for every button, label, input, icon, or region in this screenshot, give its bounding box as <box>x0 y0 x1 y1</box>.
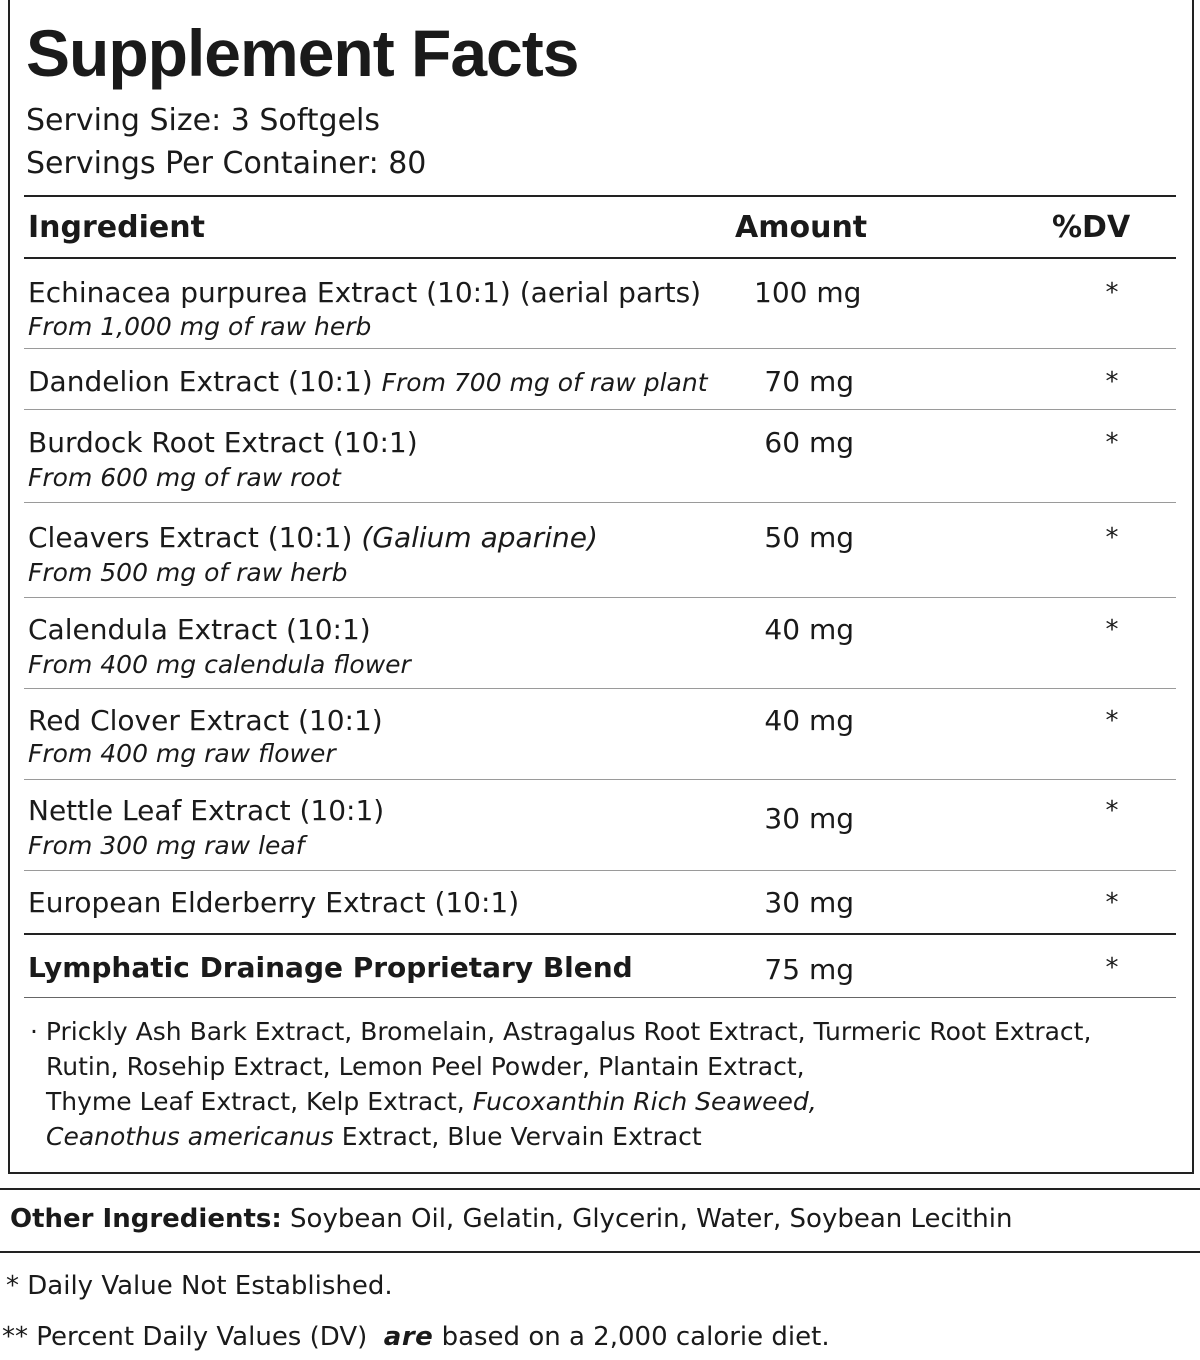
ingredient-name-line <box>28 363 708 402</box>
ingredient-amount: 40 mg <box>764 704 854 737</box>
ingredient-note: From 400 mg calendula flower <box>28 650 411 679</box>
ingredient-note: From 1,000 mg of raw herb <box>28 312 372 341</box>
header-dv: %DV <box>1052 210 1131 245</box>
footnote-percent-dv <box>2 1319 830 1355</box>
ingredient-scientific-name: (Galium aparine) <box>361 521 598 554</box>
ingredient-note: From 600 mg of raw root <box>28 463 341 492</box>
ingredient-name: Calendula Extract (10:1) <box>28 613 371 646</box>
ingredient-amount: 40 mg <box>764 613 854 646</box>
divider-other-top <box>0 1188 1200 1190</box>
footnote-pdv-are: are <box>383 1322 434 1352</box>
header-ingredient: Ingredient <box>28 210 205 245</box>
ingredient-name: Nettle Leaf Extract (10:1) <box>28 794 385 827</box>
blend-amount: 75 mg <box>764 953 854 986</box>
ingredient-amount: 100 mg <box>754 276 862 309</box>
blend-list-text: Blue Vervain Extract <box>447 1122 702 1151</box>
other-ingredients-label: Other Ingredients: <box>10 1204 282 1234</box>
ingredient-dv: * <box>1105 615 1119 645</box>
ingredient-name: Burdock Root Extract (10:1) <box>28 426 418 459</box>
table-row <box>24 258 1176 348</box>
serving-size: Serving Size: 3 Softgels <box>26 103 381 138</box>
divider-other-bottom <box>0 1251 1200 1253</box>
blend-list-italic: Ceanothus americanus <box>46 1122 334 1151</box>
blend-name: Lymphatic Drainage Proprietary Blend <box>28 951 633 984</box>
ingredient-dv: * <box>1105 796 1119 826</box>
blend-dv: * <box>1105 953 1119 983</box>
blend-list-line <box>30 1084 1091 1119</box>
blend-list-text: Extract, <box>341 1122 440 1151</box>
ingredient-name: Echinacea purpurea Extract (10:1) (aerial parts) <box>28 276 702 309</box>
ingredient-dv: * <box>1105 523 1119 553</box>
table-row <box>24 503 1176 597</box>
table-row <box>24 689 1176 779</box>
ingredient-note: From 400 mg raw flower <box>28 739 336 768</box>
blend-list-line: Rutin, Rosehip Extract, Lemon Peel Powder, Plantain Extract, <box>46 1052 805 1081</box>
servings-per-container: Servings Per Container: 80 <box>26 146 427 181</box>
ingredient-amount: 60 mg <box>764 426 854 459</box>
blend-list-line: · Prickly Ash Bark Extract, Bromelain, Astragalus Root Extract, Turmeric Root Extract, <box>30 1017 1092 1046</box>
ingredient-note: From 500 mg of raw herb <box>28 558 348 587</box>
ingredient-amount: 70 mg <box>764 365 854 398</box>
ingredient-amount: 50 mg <box>764 521 854 554</box>
blend-row <box>24 935 1176 997</box>
header-amount: Amount <box>735 210 868 245</box>
ingredient-name: Dandelion Extract (10:1) <box>28 365 373 398</box>
other-ingredients-value: Soybean Oil, Gelatin, Glycerin, Water, Soybean Lecithin <box>290 1204 1013 1234</box>
ingredient-dv: * <box>1105 278 1119 308</box>
footnote-dv-not-established: * Daily Value Not Established. <box>6 1271 393 1301</box>
ingredient-dv: * <box>1105 888 1119 918</box>
footnote-pdv-start: ** Percent Daily Values (DV) <box>2 1322 368 1352</box>
row-divider <box>24 997 1176 998</box>
ingredient-note: From 700 mg of raw plant <box>381 368 708 397</box>
ingredient-amount: 30 mg <box>764 886 854 919</box>
blend-list-line <box>30 1119 1091 1154</box>
ingredient-amount: 30 mg <box>764 802 854 835</box>
divider-top <box>24 195 1176 197</box>
ingredient-name: European Elderberry Extract (10:1) <box>28 886 520 919</box>
table-row <box>24 410 1176 502</box>
ingredient-name-line <box>28 519 598 557</box>
other-ingredients <box>10 1200 1012 1238</box>
footnote-pdv-end: based on a 2,000 calorie diet. <box>441 1322 830 1352</box>
table-row <box>24 871 1176 933</box>
table-row <box>24 598 1176 688</box>
blend-list-text: Thyme Leaf Extract, Kelp Extract, <box>46 1087 465 1116</box>
table-row <box>24 349 1176 409</box>
ingredient-dv: * <box>1105 428 1119 458</box>
ingredient-name: Red Clover Extract (10:1) <box>28 704 383 737</box>
blend-ingredients-list <box>30 1014 1091 1154</box>
table-row <box>24 780 1176 870</box>
ingredient-dv: * <box>1105 367 1119 397</box>
ingredient-dv: * <box>1105 706 1119 736</box>
page-title: Supplement Facts <box>26 16 579 90</box>
ingredient-name: Cleavers Extract (10:1) <box>28 521 353 554</box>
blend-list-italic: Fucoxanthin Rich Seaweed, <box>472 1087 817 1116</box>
ingredient-note: From 300 mg raw leaf <box>28 831 305 860</box>
